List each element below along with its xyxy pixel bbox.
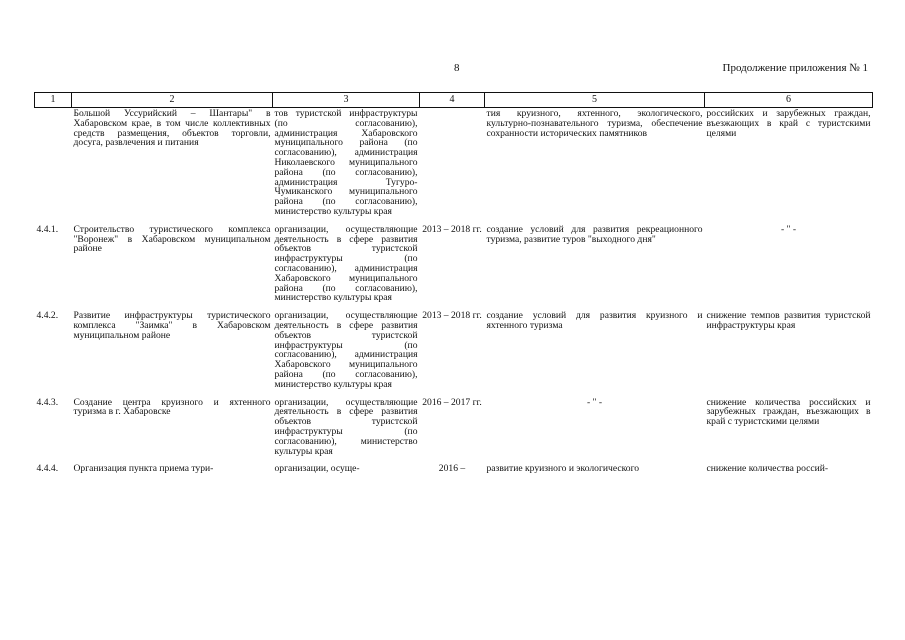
table-row [35, 108, 873, 225]
measure-name: Создание центра круизного и яхтенного туризма в г. Хабаровске [73, 396, 271, 418]
measure-name: Большой Уссурийский – Шантары" в Хабаровском крае, в том числе коллективных средств размещения, объектов торговли, досуга, развлечения и питания [73, 108, 271, 149]
row-number: 4.4.2. [36, 310, 59, 322]
column-number: 5 [485, 93, 705, 108]
column-number: 3 [273, 93, 420, 108]
expected-result: - " - [586, 396, 603, 408]
executors: организации, осуществляющие деятельность в сфере развития объектов туристской инфраструктуры (по согласованию), администрация Хабаровского муниципального района (по согласованию), министерство культуры края [274, 223, 418, 304]
consequence: российских и зарубежных граждан, въезжающих в край с туристскими целями [706, 108, 871, 139]
period: 2013 – 2018 гг. [422, 223, 482, 235]
expected-result: развитие круизного и экологического [486, 463, 640, 475]
column-number: 4 [420, 93, 485, 108]
table-row [35, 225, 873, 311]
row-number: 4.4.1. [36, 223, 59, 235]
table-row [35, 398, 873, 465]
executors: организации, осуществляющие деятельность в сфере развития объектов туристской инфраструктуры (по согласованию), администрация Хабаровского муниципального района (по согласованию), министерство культуры края [274, 310, 418, 390]
table-row [35, 464, 873, 482]
continuation-title: Продолжение приложения № 1 [722, 62, 868, 74]
period: 2016 – 2017 гг. [422, 396, 482, 408]
measure-name: Строительство туристического комплекса "Воронеж" в Хабаровском муниципальном районе [73, 223, 271, 255]
row-number: 4.4.3. [36, 396, 59, 408]
column-number: 1 [35, 93, 72, 108]
table-row [35, 311, 873, 397]
program-table [34, 92, 873, 482]
executors: организации, осуще- [274, 463, 360, 475]
column-number: 6 [705, 93, 873, 108]
row-number [35, 108, 72, 225]
expected-result: тия круизного, яхтенного, экологического, культурно-познавательного туризма, обеспечение сохранности исторических памятников [486, 108, 703, 139]
expected-result: создание условий для развития рекреационного туризма, развитие туров "выходного дня" [486, 223, 703, 245]
consequence: снижение количества российских и зарубежных граждан, въезжающих в край с туристскими целями [706, 396, 871, 428]
expected-result: создание условий для развития круизного и яхтенного туризма [486, 310, 703, 331]
consequence: - " - [780, 223, 797, 235]
measure-name: Развитие инфраструктуры туристического комплекса "Заимка" в Хабаровском муниципальном районе [73, 310, 271, 341]
row-number: 4.4.4. [36, 463, 59, 475]
consequence: снижение количества россий- [706, 463, 829, 475]
period: 2016 – [438, 463, 466, 475]
executors: организации, осуществляющие деятельность в сфере развития объектов туристской инфраструктуры (по согласованию), министерство культуры края [274, 396, 418, 457]
period: 2013 – 2018 гг. [422, 310, 482, 322]
measure-name: Организация пункта приема тури- [73, 463, 214, 475]
period [420, 108, 485, 225]
consequence: снижение темпов развития туристской инфраструктуры края [706, 310, 871, 331]
page-number: 8 [454, 62, 460, 74]
executors: тов туристской инфраструктуры (по согласованию), администрация Хабаровского муниципального района (по согласованию), администрация Николаевского муниципального района (по согласованию), администрация Тугуро-Чумиканского муниципального района (по согласованию), министерство культуры края [274, 108, 418, 217]
column-number: 2 [72, 93, 273, 108]
column-number-row [35, 93, 873, 108]
